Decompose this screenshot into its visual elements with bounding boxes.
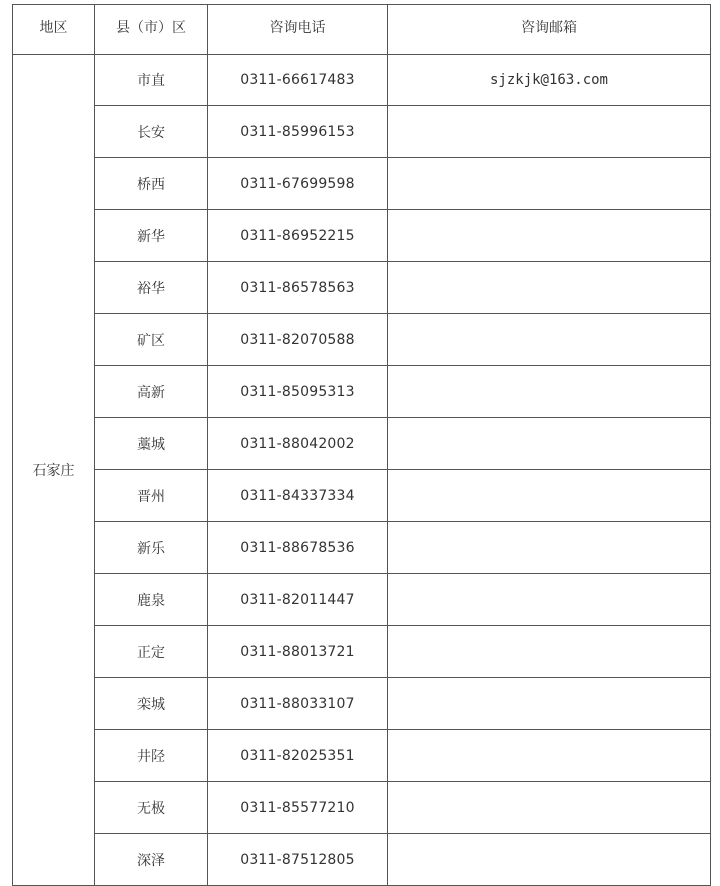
district-cell: 深泽 bbox=[95, 834, 208, 886]
district-cell: 新乐 bbox=[95, 522, 208, 574]
district-cell: 正定 bbox=[95, 626, 208, 678]
contact-table bbox=[12, 4, 711, 886]
table-row bbox=[13, 418, 711, 470]
phone-cell: 0311-85095313 bbox=[208, 366, 388, 418]
table-row bbox=[13, 314, 711, 366]
phone-cell: 0311-85996153 bbox=[208, 106, 388, 158]
phone-cell: 0311-67699598 bbox=[208, 158, 388, 210]
empty-email-cell bbox=[388, 470, 711, 522]
district-cell: 市直 bbox=[95, 55, 208, 106]
district-cell: 桥西 bbox=[95, 158, 208, 210]
phone-cell: 0311-86952215 bbox=[208, 210, 388, 262]
phone-cell: 0311-84337334 bbox=[208, 470, 388, 522]
table-row bbox=[13, 834, 711, 886]
header-email: 咨询邮箱 bbox=[388, 5, 711, 55]
region-cell: 石家庄 bbox=[13, 55, 95, 886]
empty-email-cell bbox=[388, 314, 711, 366]
district-cell: 新华 bbox=[95, 210, 208, 262]
table-row bbox=[13, 262, 711, 314]
district-cell: 栾城 bbox=[95, 678, 208, 730]
table-row bbox=[13, 158, 711, 210]
phone-cell: 0311-85577210 bbox=[208, 782, 388, 834]
empty-email-cell bbox=[388, 626, 711, 678]
empty-email-cell bbox=[388, 730, 711, 782]
phone-cell: 0311-82011447 bbox=[208, 574, 388, 626]
table-row bbox=[13, 55, 711, 106]
phone-cell: 0311-87512805 bbox=[208, 834, 388, 886]
phone-cell: 0311-66617483 bbox=[208, 55, 388, 106]
table-row bbox=[13, 782, 711, 834]
district-cell: 藁城 bbox=[95, 418, 208, 470]
district-cell: 矿区 bbox=[95, 314, 208, 366]
empty-email-cell bbox=[388, 106, 711, 158]
table-body bbox=[13, 55, 711, 886]
phone-cell: 0311-82025351 bbox=[208, 730, 388, 782]
header-row bbox=[13, 5, 711, 55]
table-row bbox=[13, 626, 711, 678]
district-cell: 鹿泉 bbox=[95, 574, 208, 626]
empty-email-cell bbox=[388, 262, 711, 314]
header-district: 县（市）区 bbox=[95, 5, 208, 55]
table-row bbox=[13, 678, 711, 730]
empty-email-cell bbox=[388, 158, 711, 210]
table-row bbox=[13, 366, 711, 418]
empty-email-cell bbox=[388, 678, 711, 730]
empty-email-cell bbox=[388, 418, 711, 470]
phone-cell: 0311-86578563 bbox=[208, 262, 388, 314]
phone-cell: 0311-88042002 bbox=[208, 418, 388, 470]
table-row bbox=[13, 730, 711, 782]
table-row bbox=[13, 522, 711, 574]
district-cell: 无极 bbox=[95, 782, 208, 834]
table-row bbox=[13, 106, 711, 158]
phone-cell: 0311-88013721 bbox=[208, 626, 388, 678]
phone-cell: 0311-88033107 bbox=[208, 678, 388, 730]
phone-cell: 0311-88678536 bbox=[208, 522, 388, 574]
empty-email-cell bbox=[388, 366, 711, 418]
empty-email-cell bbox=[388, 574, 711, 626]
empty-email-cell bbox=[388, 522, 711, 574]
phone-cell: 0311-82070588 bbox=[208, 314, 388, 366]
table-row bbox=[13, 574, 711, 626]
empty-email-cell bbox=[388, 210, 711, 262]
empty-email-cell bbox=[388, 782, 711, 834]
email-cell[interactable]: sjzkjk@163.com bbox=[388, 55, 711, 106]
district-cell: 井陉 bbox=[95, 730, 208, 782]
district-cell: 晋州 bbox=[95, 470, 208, 522]
district-cell: 裕华 bbox=[95, 262, 208, 314]
header-phone: 咨询电话 bbox=[208, 5, 388, 55]
header-region: 地区 bbox=[13, 5, 95, 55]
empty-email-cell bbox=[388, 834, 711, 886]
table-header bbox=[13, 5, 711, 55]
district-cell: 长安 bbox=[95, 106, 208, 158]
table-row bbox=[13, 470, 711, 522]
district-cell: 高新 bbox=[95, 366, 208, 418]
table-row bbox=[13, 210, 711, 262]
